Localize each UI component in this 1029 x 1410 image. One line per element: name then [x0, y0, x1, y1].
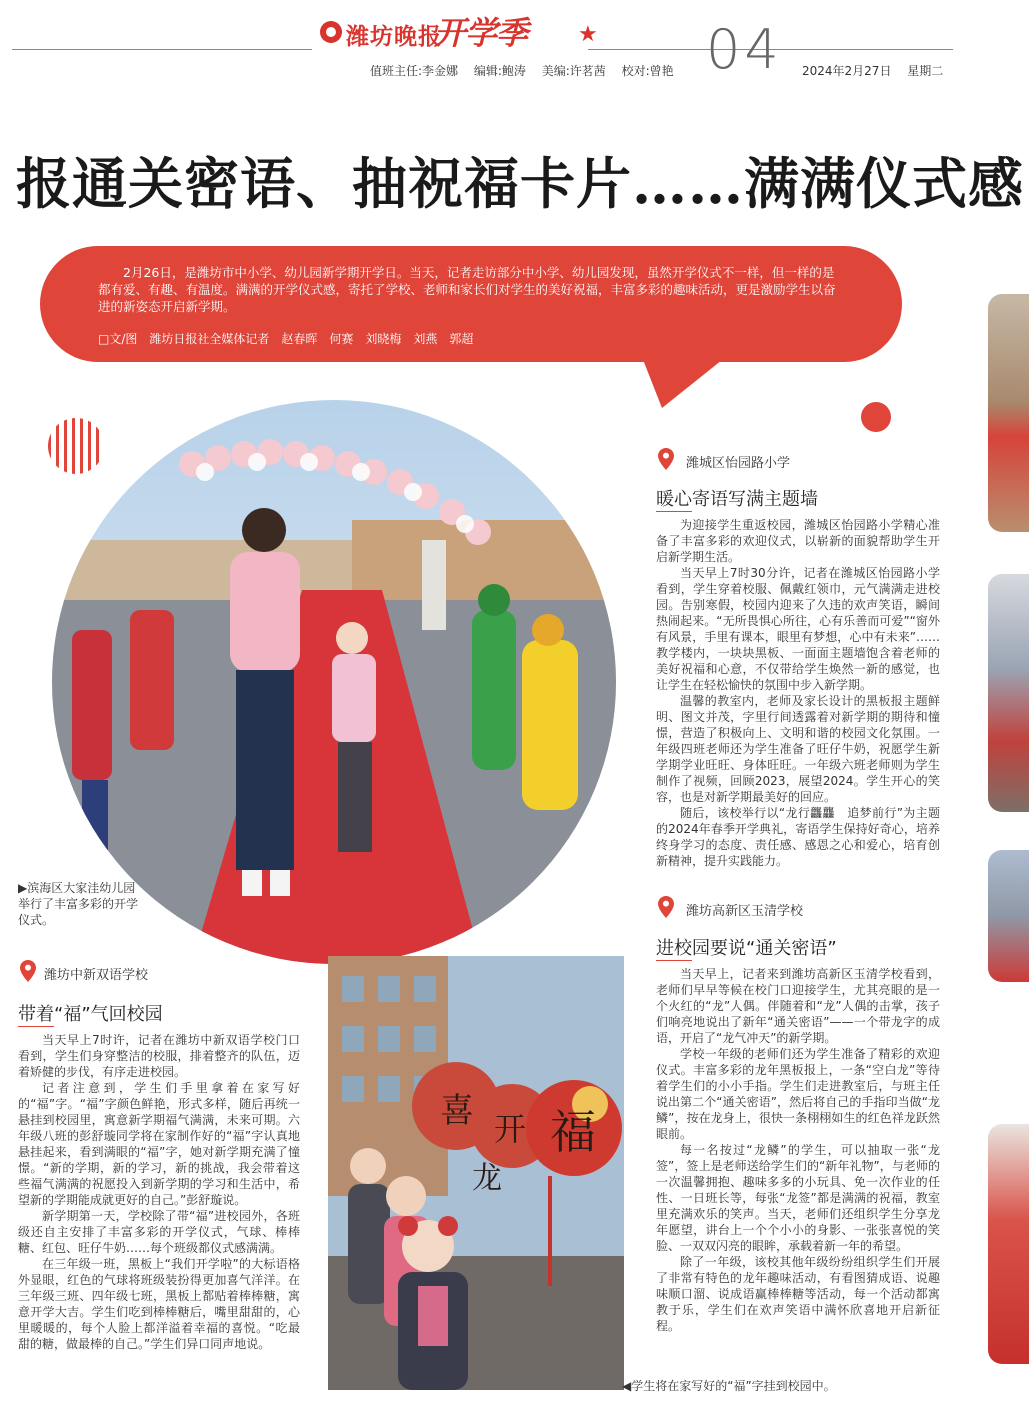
page-headline: 报通关密语、抽祝福卡片……满满仪式感: [16, 151, 1025, 216]
title-underline: [18, 1026, 54, 1027]
section-title: 带着“福”气回校园: [18, 1004, 163, 1025]
weekday-text: 星期二: [907, 64, 944, 78]
location-pin-icon: [658, 448, 674, 470]
school-name: 潍坊高新区玉清学校: [686, 904, 804, 919]
paragraph: 当天早上7时许，记者在潍坊中新双语学校门口看到，学生们身穿整洁的校服，排着整齐的队伍，迈着矫健的步伐，有序走进校园。: [18, 1033, 300, 1079]
paragraph: 随后，该校举行以“龙行龘龘 追梦前行”为主题的2024年春季开学典礼，寄语学生保持好奇心，培养终身学习的态度、责任感、感恩之心和爱心，培育创新精神，提升实践能力。: [656, 806, 940, 868]
sign-char: 龙: [472, 1161, 502, 1196]
paragraph: 学校一年级的老师们还为学生准备了精彩的欢迎仪式。丰富多彩的龙年黑板报上，一条“空白龙”等待着学生们的小小手指。学生们走进教室后，与班主任说出第二个“通关密语”，然后将自己的手指印当做“龙鳞”，按在龙身上，很快一条栩栩如生的红色祥龙跃然眼前。: [656, 1047, 940, 1141]
paragraph: 新学期第一天，学校除了带“福”进校园外，各班级还自主安排了丰富多彩的开学仪式，气球、棒棒糖、红包、旺仔牛奶……每个班级都仪式感满满。: [18, 1209, 300, 1255]
paragraph: 为迎接学生重返校园，潍城区怡园路小学精心准备了丰富多彩的欢迎仪式，以崭新的面貌帮助学生开启新学期生活。: [656, 518, 940, 564]
paragraph: 当天早上，记者来到潍坊高新区玉清学校看到，老师们早早等候在校门口迎接学生，尤其亮眼的是一个火红的“龙”人偶。伴随着和“龙”人偶的击掌，孩子们响亮地说出了新年“通关密语”——一个带龙字的成语，开启了“龙气冲天”的新学期。: [656, 967, 940, 1045]
paragraph: 温馨的教室内，老师及家长设计的黑板报主题鲜明、图文并茂，字里行间透露着对新学期的期待和憧憬，营造了积极向上、文明和谐的校园文化氛围。一年级四班老师还为学生准备了旺仔牛奶，祝愿学生新学期学业旺旺、身体旺旺。一年级六班老师则为学生制作了视频，回顾2023，展望2024。学生开心的笑容，也是对新学期最美好的回应。: [656, 694, 940, 804]
title-underline: [656, 960, 692, 961]
section-title: 暖心寄语写满主题墙: [656, 489, 818, 510]
school-name: 潍坊中新双语学校: [44, 968, 149, 983]
logo-text: 潍坊晚报: [346, 23, 442, 50]
lower-photo-caption: ◀学生将在家写好的“福”字挂到校园中。: [622, 1379, 836, 1393]
section-body-right-top: [656, 517, 940, 869]
star-icon: ★: [578, 22, 598, 47]
section-body-right-bottom: [656, 966, 940, 1334]
paragraph: 当天早上7时30分许，记者在潍城区怡园路小学看到，学生穿着校服、佩戴红领巾，元气满满走进校园。告别寒假，校园内迎来了久违的欢声笑语，瞬间热闹起来。“无所畏惧心所往，心有乐善而可爱”“窗外有风景，手里有课本，眼里有梦想，心中有未来”……教学楼内，一块块黑板、一面面主题墙饱含着老师的美好祝福和心意，不仅带给学生焕然一新的感觉，也让学生在轻松愉快的氛围中步入新学期。: [656, 566, 940, 692]
cropped-photo-right-4: [988, 1124, 1029, 1364]
section-title: 进校园要说“通关密语”: [656, 938, 837, 959]
sign-char: 开: [494, 1110, 527, 1148]
lower-photo: [328, 956, 624, 1390]
masthead-rule-left: [12, 49, 312, 50]
sign-char: 福: [550, 1105, 596, 1159]
page-number: 04: [706, 18, 783, 81]
paragraph: 记者注意到，学生们手里拿着在家写好的“福”字。“福”字颜色鲜艳，形式多样，随后再统一悬挂到校园里，寓意新学期福气满满，未来可期。六年级八班的彭舒璇同学将在家制作好的“福”字认真地悬挂起来，看到满眼的“福”字，她对新学期充满了憧憬。“新的学期，新的学习，新的挑战，我会带着这些福气满满的祝愿投入到新学期的学习和生活中，希望新的学期能成就更好的自己。”彭舒璇说。: [18, 1081, 300, 1207]
editor-credits: [370, 62, 686, 79]
school-name: 潍城区怡园路小学: [686, 456, 791, 471]
intro-credit: □文/图 潍坊日报社全媒体记者 赵春晖 何赛 刘晓梅 刘燕 郭超: [98, 332, 474, 346]
editor-credit: 校对:曾艳: [621, 64, 674, 78]
logo-mark-icon: [320, 21, 342, 43]
segment-title-text: 开学季: [434, 14, 528, 52]
segment-title: [434, 8, 584, 50]
title-underline: [656, 511, 692, 512]
date-text: 2024年2月27日: [802, 64, 892, 78]
paragraph: 除了一年级，该校其他年级纷纷组织学生们开展了非常有特色的龙年趣味活动，有看图猜成语、说趣味顺口溜、说成语赢棒棒糖等活动，每一个活动都寓教于乐，学生们在欢声笑语中满怀欣喜地开启新征程。: [656, 1255, 940, 1333]
editor-credit: 美编:许茗茜: [541, 64, 606, 78]
paragraph: 每一名按过“龙鳞”的学生，可以抽取一张“龙签”，签上是老师送给学生们的“新年礼物”，与老师的一次温馨拥抱、趣味多多的小玩具、免一次作业的任性、一日班长等，每张“龙签”都是满满的祝福，教室里充满欢乐的笑声。当天，老师们还组织学生分享龙年愿望，讲台上一个个小小的身影、一张张喜悦的笑脸、一双双闪亮的眼眸，承载着新一年的希望。: [656, 1143, 940, 1253]
intro-text: 2月26日，是潍坊市中小学、幼儿园新学期开学日。当天，记者走访部分中小学、幼儿园发现，虽然开学仪式不一样，但一样的是都有爱、有趣、有温度。满满的开学仪式感，寄托了学校、老师和家长们对学生的美好祝福，丰富多彩的趣味活动，更是激励学生以奋进的新姿态开启新学期。: [98, 265, 836, 314]
main-photo-caption: ▶滨海区大家洼幼儿园举行了丰富多彩的开学仪式。: [18, 881, 139, 927]
bubble-tail: [640, 352, 732, 408]
editor-credit: 值班主任:李金娜: [370, 64, 459, 78]
section-body-left: [18, 1032, 300, 1352]
decorative-striped-dot: [48, 418, 104, 474]
cropped-photo-right-2: [988, 574, 1029, 812]
editor-credit: 编辑:鲍涛: [473, 64, 526, 78]
cropped-photo-right-1: [988, 294, 1029, 532]
sign-char: 喜: [440, 1091, 474, 1131]
cropped-photo-right-3: [988, 850, 1029, 982]
location-pin-icon: [658, 896, 674, 918]
decorative-dot: [861, 402, 891, 432]
issue-date: [802, 62, 955, 79]
newspaper-logo: [320, 12, 442, 52]
location-pin-icon: [20, 960, 36, 982]
paragraph: 在三年级一班，黑板上“我们开学啦”的大标语格外显眼，红色的气球将班级装扮得更加喜气洋洋。在三年级三班、四年级七班，黑板上都贴着棒棒糖，寓意开学大吉。学生们吃到棒棒糖后，嘴里甜甜的，心里暖暖的，每个人脸上都洋溢着幸福的喜悦。“吃最甜的糖，做最棒的自己。”学生们异口同声地说。: [18, 1257, 300, 1351]
